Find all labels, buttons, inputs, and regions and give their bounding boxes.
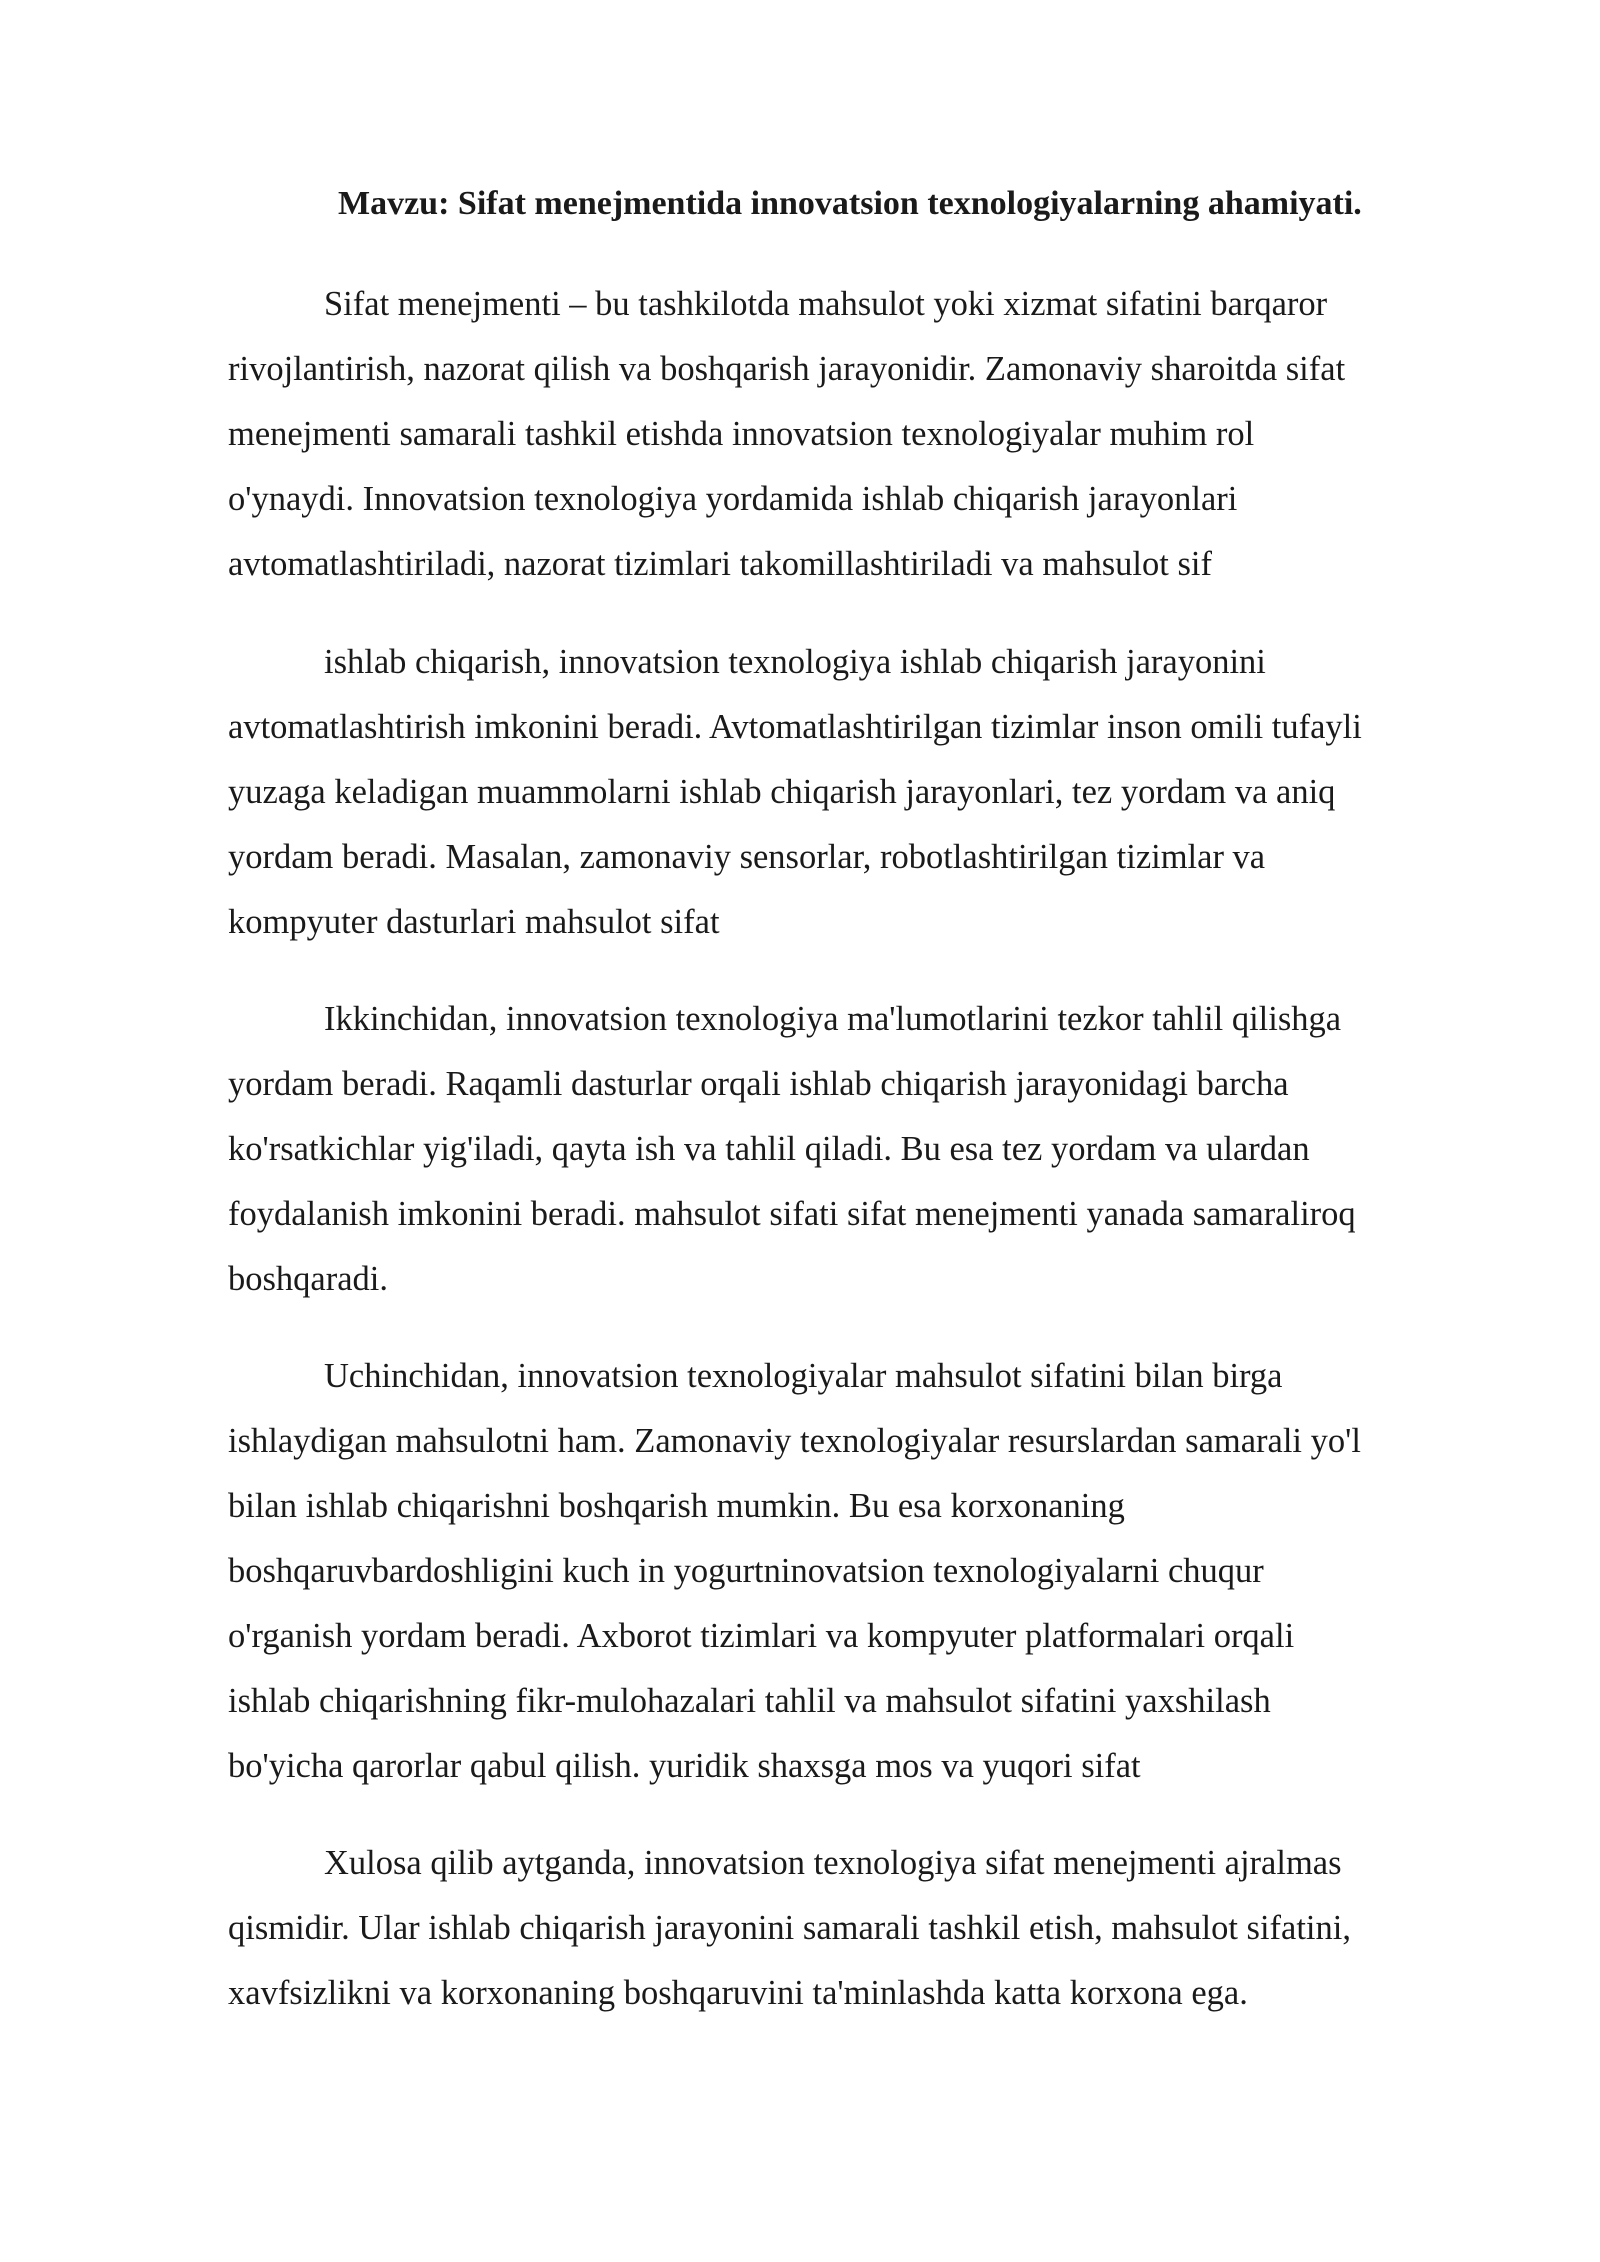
paragraph-third [228, 1344, 1490, 1799]
text-line: ishlab chiqarish, innovatsion texnologiya ishlab chiqarish jarayonini [324, 643, 1266, 681]
text-line: ko'rsatkichlar yig'iladi, qayta ish va tahlil qiladi. Bu esa tez yordam va ulardan [228, 1130, 1310, 1168]
paragraph-intro [228, 272, 1490, 597]
text-line: yordam beradi. Raqamli dasturlar orqali ishlab chiqarish jarayonidagi barcha [228, 1065, 1289, 1103]
text-line: rivojlantirish, nazorat qilish va boshqarish jarayonidir. Zamonaviy sharoitda sifat [228, 350, 1346, 388]
text-line: avtomatlashtiriladi, nazorat tizimlari takomillashtiriladi va mahsulot sif [228, 545, 1212, 583]
text-line: Uchinchidan, innovatsion texnologiyalar mahsulot sifatini bilan birga [324, 1357, 1283, 1395]
paragraph-conclusion [228, 1831, 1490, 2026]
text-line: bilan ishlab chiqarishni boshqarish mumkin. Bu esa korxonaning [228, 1487, 1125, 1525]
text-line: avtomatlashtirish imkonini beradi. Avtomatlashtirilgan tizimlar inson omili tufayli [228, 708, 1362, 746]
text-line: yuzaga keladigan muammolarni ishlab chiqarish jarayonlari, tez yordam va aniq [228, 773, 1336, 811]
text-line: menejmenti samarali tashkil etishda innovatsion texnologiyalar muhim rol [228, 415, 1255, 453]
text-line: qismidir. Ular ishlab chiqarish jarayonini samarali tashkil etish, mahsulot sifatini, [228, 1909, 1351, 1947]
text-line: o'rganish yordam beradi. Axborot tizimlari va kompyuter platformalari orqali [228, 1617, 1295, 1655]
text-line: yordam beradi. Masalan, zamonaviy sensorlar, robotlashtirilgan tizimlar va [228, 838, 1266, 876]
text-line: boshqaradi. [228, 1260, 389, 1298]
text-line: Sifat menejmenti – bu tashkilotda mahsulot yoki xizmat sifatini barqaror [324, 285, 1328, 323]
text-line: o'ynaydi. Innovatsion texnologiya yordamida ishlab chiqarish jarayonlari [228, 480, 1238, 518]
text-line: foydalanish imkonini beradi. mahsulot sifati sifat menejmenti yanada samaraliroq [228, 1195, 1356, 1233]
paragraph-production [228, 630, 1490, 955]
text-line: Xulosa qilib aytganda, innovatsion texnologiya sifat menejmenti ajralmas [324, 1844, 1342, 1882]
text-line: bo'yicha qarorlar qabul qilish. yuridik shaxsga mos va yuqori sifat [228, 1747, 1141, 1785]
text-line: ishlaydigan mahsulotni ham. Zamonaviy texnologiyalar resurslardan samarali yo'l [228, 1422, 1361, 1460]
text-line: ishlab chiqarishning fikr-mulohazalari tahlil va mahsulot sifatini yaxshilash [228, 1682, 1271, 1720]
text-line: xavfsizlikni va korxonaning boshqaruvini ta'minlashda katta korxona ega. [228, 1974, 1248, 2012]
text-line: Ikkinchidan, innovatsion texnologiya ma'lumotlarini tezkor tahlil qilishga [324, 1000, 1342, 1038]
text-line: boshqaruvbardoshligini kuch in yogurtninovatsion texnologiyalarni chuqur [228, 1552, 1264, 1590]
paragraph-second [228, 987, 1490, 1312]
text-line: kompyuter dasturlari mahsulot sifat [228, 903, 720, 941]
document-title: Mavzu: Sifat menejmentida innovatsion texnologiyalarning ahamiyati. [338, 185, 1362, 222]
